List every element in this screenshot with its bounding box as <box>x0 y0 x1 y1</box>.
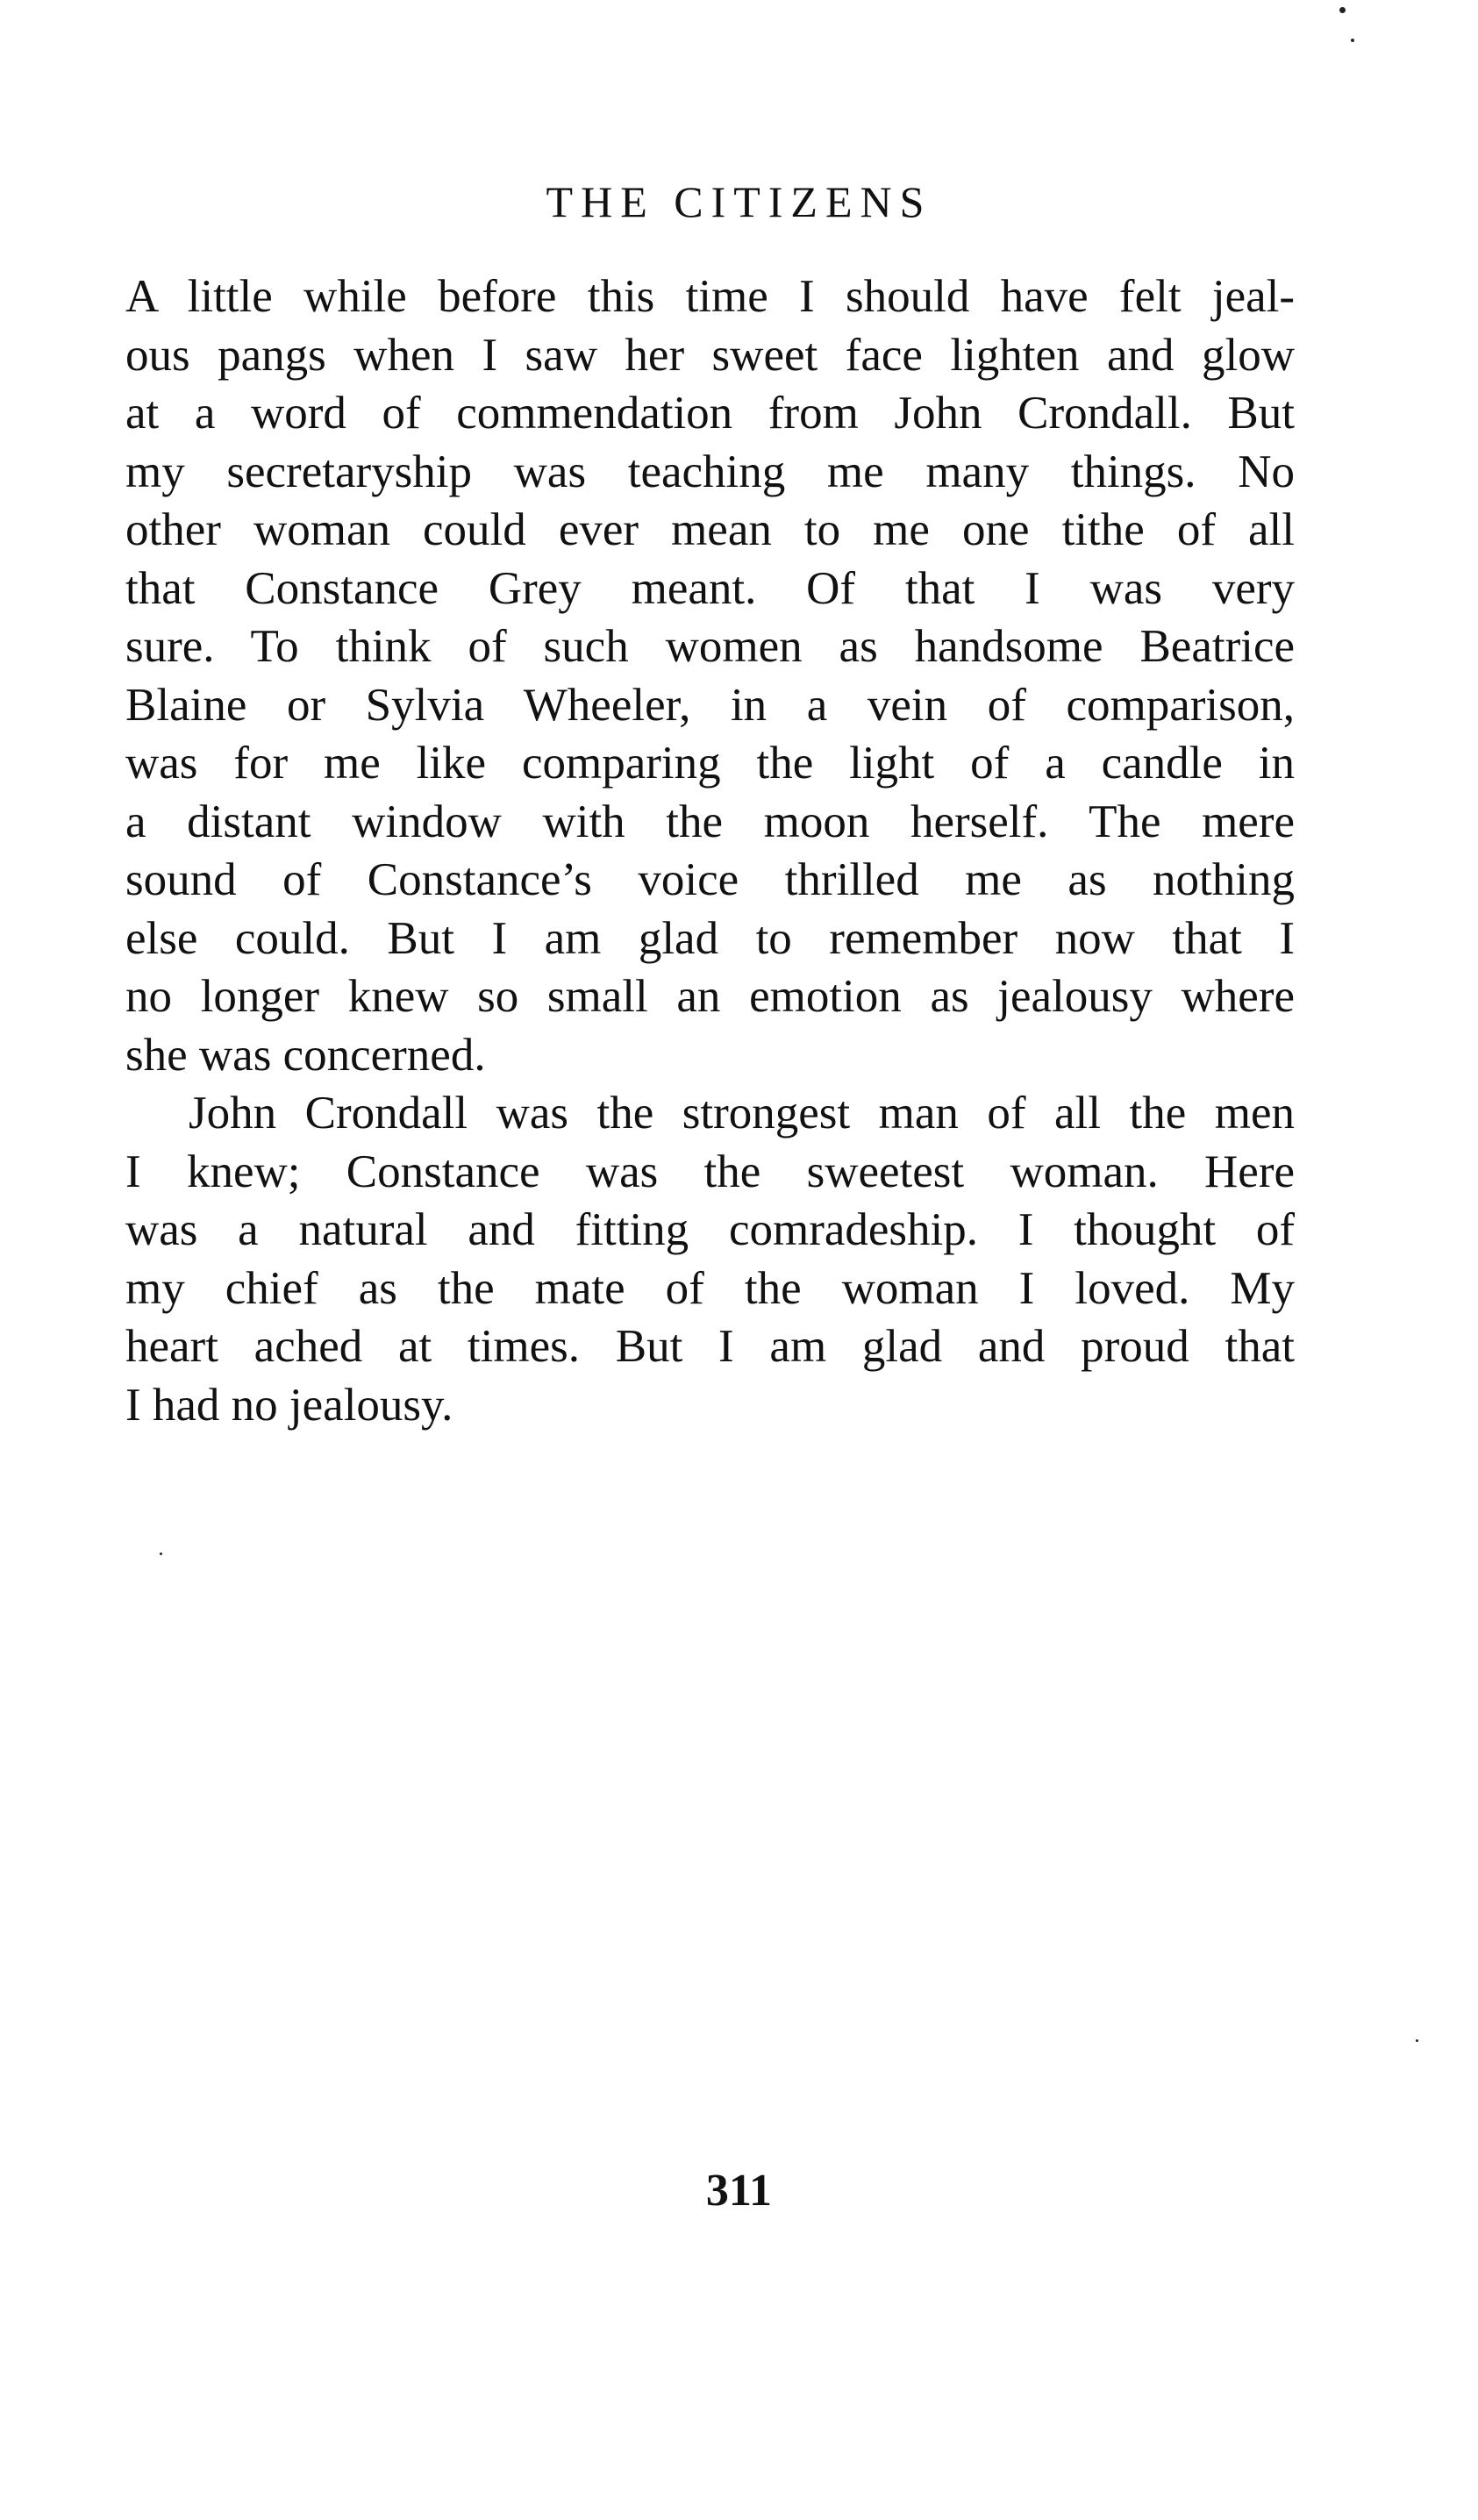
margin-speck <box>1351 39 1354 42</box>
margin-speck <box>160 1553 162 1555</box>
margin-speck <box>1416 2039 1418 2042</box>
text-line: ous pangs when I saw her sweet face lighten and glow <box>125 329 1295 381</box>
margin-speck <box>1339 7 1346 13</box>
text-line: was for me like comparing the light of a candle in <box>125 738 1295 789</box>
text-line: else could. But I am glad to remember now that I <box>125 912 1295 964</box>
body-text <box>125 268 1295 1434</box>
text-line: Blaine or Sylvia Wheeler, in a vein of comparison, <box>125 679 1295 731</box>
paragraph-1 <box>125 268 1295 1084</box>
text-line: I had no jealousy. <box>125 1379 453 1431</box>
paragraph-2 <box>125 1084 1295 1434</box>
page-number: 311 <box>705 2166 773 2216</box>
text-line: my secretaryship was teaching me many things. No <box>125 446 1295 497</box>
text-line: no longer knew so small an emotion as jealousy where <box>125 971 1295 1022</box>
text-line: sound of Constance’s voice thrilled me as nothing <box>125 854 1295 905</box>
text-line: she was concerned. <box>125 1029 486 1081</box>
text-line: sure. To think of such women as handsome Beatrice <box>125 621 1295 672</box>
text-line: my chief as the mate of the woman I loved. My <box>125 1262 1295 1314</box>
text-line: a distant window with the moon herself. The mere <box>125 796 1295 847</box>
text-line: at a word of commendation from John Crondall. But <box>125 388 1295 439</box>
text-line: A little while before this time I should have felt jeal- <box>125 271 1295 322</box>
text-line: that Constance Grey meant. Of that I was very <box>125 562 1295 614</box>
text-line: other woman could ever mean to me one tithe of all <box>125 504 1295 555</box>
text-line: heart ached at times. But I am glad and proud that <box>125 1321 1295 1372</box>
running-head: THE CITIZENS <box>546 177 932 226</box>
text-line: John Crondall was the strongest man of all the men <box>189 1088 1295 1139</box>
text-line: I knew; Constance was the sweetest woman. Here <box>125 1146 1295 1197</box>
text-line: was a natural and fitting comradeship. I thought of <box>125 1204 1295 1255</box>
